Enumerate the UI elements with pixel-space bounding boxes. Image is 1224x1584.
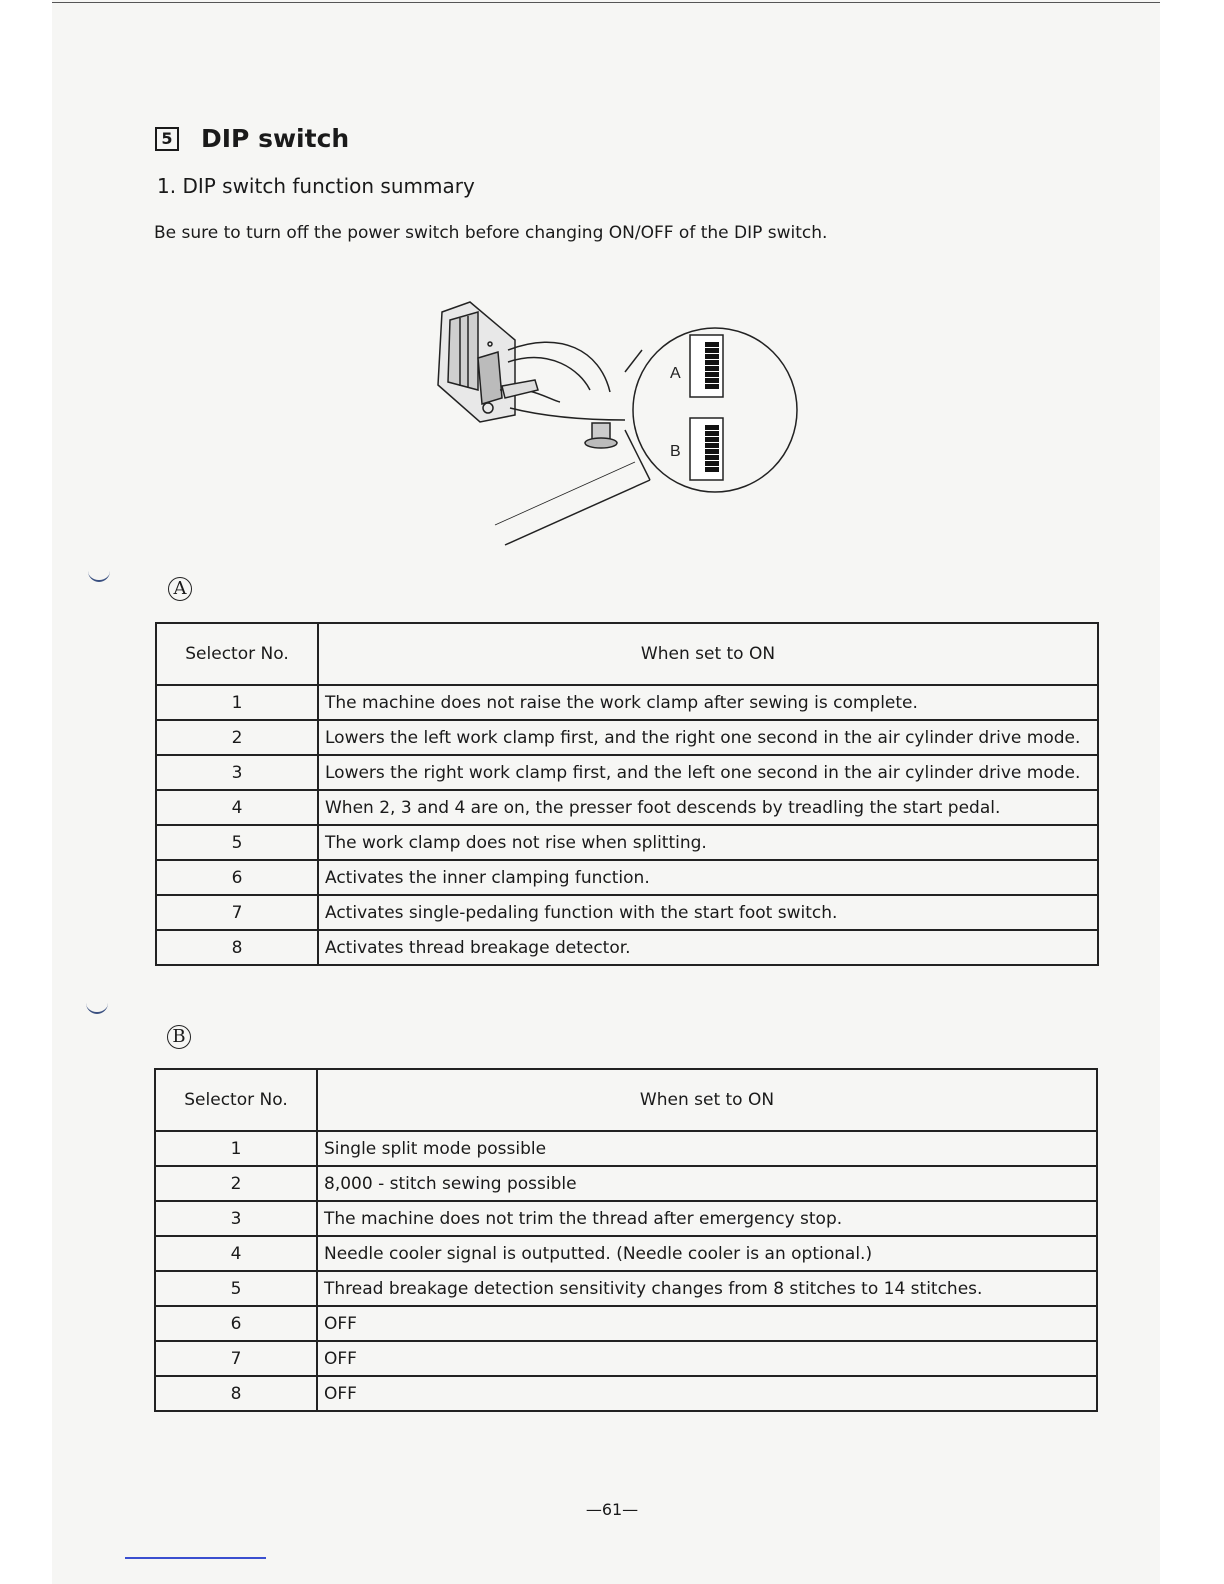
selector-desc: The machine does not raise the work clamp after sewing is complete. — [318, 685, 1098, 720]
selector-no: 5 — [156, 825, 318, 860]
table-row — [156, 930, 1098, 965]
selector-no: 3 — [156, 755, 318, 790]
selector-no: 8 — [156, 930, 318, 965]
header-when-on: When set to ON — [318, 623, 1098, 685]
table-header-row — [155, 1069, 1097, 1131]
selector-no: 7 — [155, 1341, 317, 1376]
table-b — [154, 1068, 1098, 1412]
selector-no: 3 — [155, 1201, 317, 1236]
section-number-box: 5 — [155, 127, 179, 151]
table-row — [155, 1306, 1097, 1341]
table-row — [156, 755, 1098, 790]
selector-desc: Activates thread breakage detector. — [318, 930, 1098, 965]
table-row — [156, 685, 1098, 720]
selector-desc: The work clamp does not rise when splitting. — [318, 825, 1098, 860]
table-b-marker: B — [167, 1025, 191, 1049]
selector-desc: 8,000 - stitch sewing possible — [317, 1166, 1097, 1201]
selector-desc: Single split mode possible — [317, 1131, 1097, 1166]
table-row — [155, 1271, 1097, 1306]
selector-desc: Activates single-pedaling function with the start foot switch. — [318, 895, 1098, 930]
selector-desc: When 2, 3 and 4 are on, the presser foot descends by treadling the start pedal. — [318, 790, 1098, 825]
selector-desc: OFF — [317, 1376, 1097, 1411]
table-row — [155, 1131, 1097, 1166]
selector-no: 2 — [156, 720, 318, 755]
selector-desc: Lowers the right work clamp first, and the left one second in the air cylinder drive mode. — [318, 755, 1098, 790]
table-header-row — [156, 623, 1098, 685]
selector-no: 6 — [156, 860, 318, 895]
section-heading — [155, 124, 349, 153]
subtitle: 1. DIP switch function summary — [157, 174, 475, 198]
selector-desc: Lowers the left work clamp first, and the right one second in the air cylinder drive mode. — [318, 720, 1098, 755]
table-row — [156, 860, 1098, 895]
table-row — [155, 1341, 1097, 1376]
table-row — [155, 1201, 1097, 1236]
table-row — [155, 1376, 1097, 1411]
section-title: DIP switch — [201, 124, 350, 153]
footer-rule — [125, 1557, 266, 1559]
dip-b-label: B — [670, 443, 681, 460]
header-when-on: When set to ON — [317, 1069, 1097, 1131]
selector-desc: Thread breakage detection sensitivity changes from 8 stitches to 14 stitches. — [317, 1271, 1097, 1306]
table-row — [155, 1166, 1097, 1201]
selector-no: 4 — [156, 790, 318, 825]
selector-no: 1 — [156, 685, 318, 720]
top-rule — [52, 2, 1160, 3]
selector-no: 5 — [155, 1271, 317, 1306]
table-row — [156, 895, 1098, 930]
selector-desc: Activates the inner clamping function. — [318, 860, 1098, 895]
notice-text: Be sure to turn off the power switch before changing ON/OFF of the DIP switch. — [154, 223, 828, 243]
selector-no: 7 — [156, 895, 318, 930]
selector-desc: OFF — [317, 1341, 1097, 1376]
table-a-marker: A — [168, 577, 192, 601]
selector-no: 4 — [155, 1236, 317, 1271]
selector-no: 2 — [155, 1166, 317, 1201]
table-row — [156, 720, 1098, 755]
selector-no: 6 — [155, 1306, 317, 1341]
dip-a-label: A — [670, 365, 681, 382]
table-row — [156, 790, 1098, 825]
selector-no: 8 — [155, 1376, 317, 1411]
selector-desc: OFF — [317, 1306, 1097, 1341]
table-row — [156, 825, 1098, 860]
header-selector: Selector No. — [156, 623, 318, 685]
selector-no: 1 — [155, 1131, 317, 1166]
selector-desc: The machine does not trim the thread after emergency stop. — [317, 1201, 1097, 1236]
table-row — [155, 1236, 1097, 1271]
dip-switch-diagram — [420, 290, 800, 555]
header-selector: Selector No. — [155, 1069, 317, 1131]
table-a — [155, 622, 1099, 966]
selector-desc: Needle cooler signal is outputted. (Needle cooler is an optional.) — [317, 1236, 1097, 1271]
page-number: —61— — [585, 1500, 639, 1519]
